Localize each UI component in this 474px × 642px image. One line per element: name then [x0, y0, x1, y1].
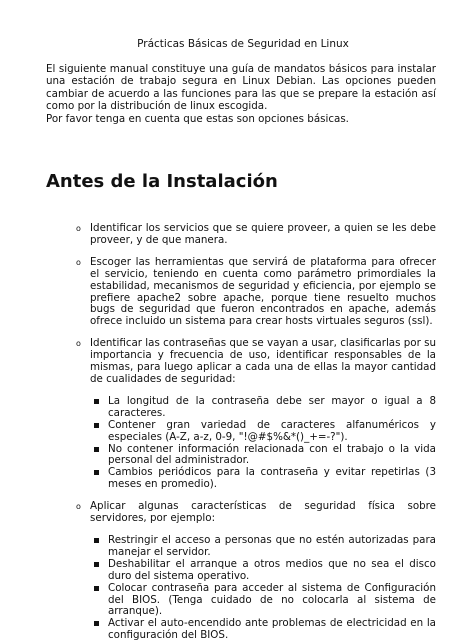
sublist-item-text: Restringir el acceso a personas que no estén autorizadas para manejar el servidor. — [108, 533, 436, 558]
list-item — [76, 500, 436, 642]
sublist-item-text: No contener información relacionada con el trabajo o la vida personal del administrador. — [108, 442, 436, 467]
list-item — [76, 255, 436, 328]
list-item-text: Aplicar algunas características de seguridad física sobre servidores, por ejemplo: — [90, 500, 436, 525]
square-bullet-icon — [94, 621, 99, 626]
square-bullet-icon — [94, 447, 99, 452]
square-bullet-icon — [94, 399, 99, 404]
sublist-item — [108, 420, 436, 444]
hollow-circle-bullet-icon: o — [76, 502, 81, 512]
sublist-item-text: Deshabilitar el arranque a otros medios que no sea el disco duro del sistema operativo. — [108, 557, 436, 582]
list-item — [76, 337, 436, 491]
square-bullet-icon — [94, 586, 99, 591]
sublist-item-text: Cambios periódicos para la contraseña y evitar repetirlas (3 meses en promedio). — [108, 466, 436, 491]
sublist-item-text: Activar el auto-encendido ante problemas de electricidad en la configuración del BIOS. — [108, 617, 436, 642]
square-bullet-icon — [94, 538, 99, 543]
sublist-item — [108, 618, 436, 642]
sublist-item — [108, 396, 436, 420]
list-item-text: Identificar los servicios que se quiere proveer, a quien se les debe proveer, y de que manera. — [90, 222, 436, 246]
list-item-text: Escoger las herramientas que servirá de plataforma para ofrecer el servicio, teniendo en cuenta como parámetro primordiales la estabilidad, mecanismos de seguridad y eficiencia, por ejemplo se prefiere apache2 sobre apache, porque tiene resuelto muchos bugs de seguridad que fueron encontrados en apache, además ofrece incluido un sistema para crear hosts virtuales seguros (ssl). — [90, 255, 436, 328]
square-bullet-icon — [94, 423, 99, 428]
document-title: Prácticas Básicas de Seguridad en Linux — [137, 38, 349, 50]
intro-note: Por favor tenga en cuenta que estas son opciones básicas. — [46, 112, 349, 125]
sublist — [90, 535, 436, 642]
hollow-circle-bullet-icon: o — [76, 339, 81, 349]
sublist-item-text: La longitud de la contraseña debe ser mayor o igual a 8 caracteres. — [108, 394, 436, 419]
sublist-item-text: Contener gran variedad de caracteres alfanuméricos y especiales (A-Z, a-z, 0-9, "!@#$%&*()_+=-?"). — [108, 418, 436, 443]
square-bullet-icon — [94, 562, 99, 567]
sublist-item-text: Colocar contraseña para acceder al sistema de Configuración del BIOS. (Tenga cuidado de no colocarla al sistema de arranque). — [108, 581, 436, 618]
list-item-text: Identificar las contraseñas que se vayan a usar, clasificarlas por su importancia y frecuencia de uso, identificar responsables de la mismas, para luego aplicar a cada una de ellas la mayor cantidad de cualidades de seguridad: — [90, 337, 436, 385]
sublist-item — [108, 559, 436, 583]
intro-section — [46, 63, 436, 125]
intro-paragraph: El siguiente manual constituye una guía de mandatos básicos para instalar una estación de trabajo segura en Linux Debian. Las opciones pueden cambiar de acuerdo a las funciones para las que se prepare la estación así como por la distribución de linux escogida. — [46, 63, 436, 113]
hollow-circle-bullet-icon: o — [76, 257, 81, 267]
sublist-item — [108, 444, 436, 468]
sublist — [90, 396, 436, 491]
sublist-item — [108, 467, 436, 491]
section-heading: Antes de la Instalación — [46, 171, 278, 193]
sublist-item — [108, 535, 436, 559]
square-bullet-icon — [94, 470, 99, 475]
list-item — [76, 222, 436, 247]
hollow-circle-bullet-icon: o — [76, 224, 81, 234]
checklist — [46, 223, 436, 642]
